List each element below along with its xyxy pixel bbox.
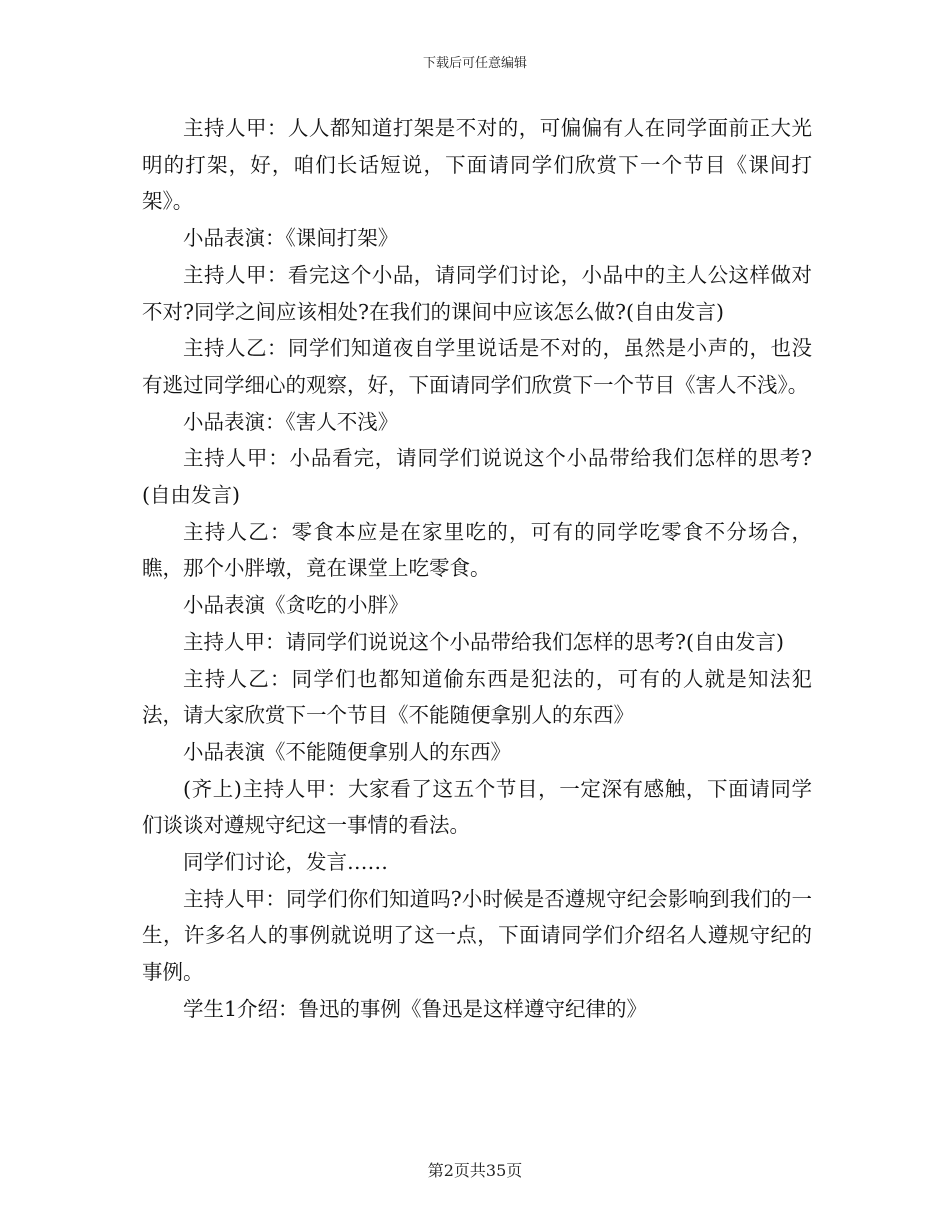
paragraph: 主持人甲：看完这个小品，请同学们讨论，小品中的主人公这样做对不对?同学之间应该相处?在我们的课间中应该怎么做?(自由发言) bbox=[142, 262, 812, 324]
paragraph: 主持人乙：同学们知道夜自学里说话是不对的，虽然是小声的，也没有逃过同学细心的观察，好，下面请同学们欣赏下一个节目《害人不浅》。 bbox=[142, 336, 812, 397]
paragraph: (齐上)主持人甲：大家看了这五个节目，一定深有感触，下面请同学们谈谈对遵规守纪这一事情的看法。 bbox=[142, 776, 812, 838]
paragraph: 主持人甲：请同学们说说这个小品带给我们怎样的思考?(自由发言) bbox=[183, 629, 784, 654]
paragraph: 主持人乙：零食本应是在家里吃的，可有的同学吃零食不分场合，瞧，那个小胖墩，竟在课堂上吃零食。 bbox=[142, 519, 812, 581]
paragraph: 主持人甲：人人都知道打架是不对的，可偏偏有人在同学面前正大光明的打架，好，咱们长话短说，下面请同学们欣赏下一个节目《课间打架》。 bbox=[142, 116, 812, 214]
document-body bbox=[142, 110, 812, 1028]
paragraph: 主持人乙：同学们也都知道偷东西是犯法的，可有的人就是知法犯法，请大家欣赏下一个节目《不能随便拿别人的东西》 bbox=[142, 666, 812, 728]
paragraph: 小品表演《不能随便拿别人的东西》 bbox=[183, 739, 511, 764]
page-number: 第2页共35页 bbox=[427, 1161, 523, 1180]
paragraph: 主持人甲：小品看完，请同学们说说这个小品带给我们怎样的思考?(自由发言) bbox=[142, 446, 812, 508]
paragraph: 小品表演：《课间打架》 bbox=[183, 226, 399, 251]
paragraph: 学生1介绍：鲁迅的事例《鲁迅是这样遵守纪律的》 bbox=[183, 996, 648, 1021]
page-header: 下载后可任意编辑 bbox=[422, 56, 527, 71]
paragraph: 小品表演《贪吃的小胖》 bbox=[183, 593, 409, 618]
paragraph: 同学们讨论，发言…… bbox=[183, 850, 388, 875]
paragraph: 小品表演：《害人不浅》 bbox=[183, 409, 399, 434]
paragraph: 主持人甲：同学们你们知道吗?小时候是否遵规守纪会影响到我们的一生，许多名人的事例就说明了这一点，下面请同学们介绍名人遵规守纪的事例。 bbox=[142, 886, 812, 985]
